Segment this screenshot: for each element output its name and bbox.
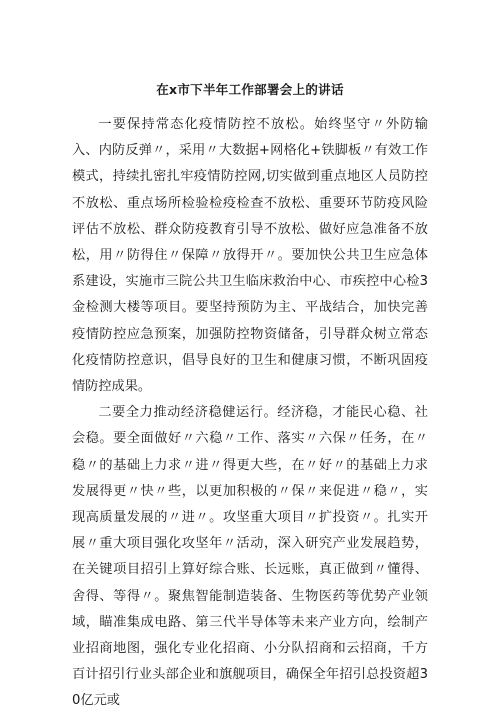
document-body <box>72 112 428 715</box>
document-title: 在x市下半年工作部署会上的讲话 <box>156 82 344 97</box>
paragraph: 二要全力推动经济稳健运行。经济稳，才能民心稳、社会稳。要全面做好〃六稳〃工作、落实〃六保〃任务，在〃稳〃的基础上力求〃进〃得更大些，在〃好〃的基础上力求发展得更〃快〃些，以更加积极的〃保〃来促进〃稳〃，实现高质量发展的〃进〃。攻坚重大项目〃扩投资〃。扎实开展〃重大项目强化攻坚年〃活动，深入研究产业发展趋势，在关键项目招引上算好综合账、长远账，真正做到〃懂得、舍得、等得〃。聚焦智能制造装备、生物医药等优势产业领域，瞄准集成电路、第三代半导体等未来产业方向，绘制产业招商地图，强化专业化招商、小分队招商和云招商，千方百计招引行业头部企业和旗舰项目，确保全年招引总投资超30亿元或 <box>72 405 428 709</box>
paragraph: 一要保持常态化疫情防控不放松。始终坚守〃外防输入、内防反弹〃，采用〃大数据+网格化+铁脚板〃有效工作模式，持续扎密扎牢疫情防控网,切实做到重点地区人员防控不放松、重点场所检验检疫检查不放松、重要环节防疫风险评估不放松、群众防疫教育引导不放松、做好应急准备不放松，用〃防得住〃保障〃放得开〃。要加快公共卫生应急体系建设，实施市三院公共卫生临床救治中心、市疾控中心检3金检测大楼等项目。要坚持预防为主、平战结合，加快完善疫情防控应急预案，加强防控物资储备，引导群众树立常态化疫情防控意识，倡导良好的卫生和健康习惯，不断巩固疫情防控成果。 <box>72 117 428 395</box>
